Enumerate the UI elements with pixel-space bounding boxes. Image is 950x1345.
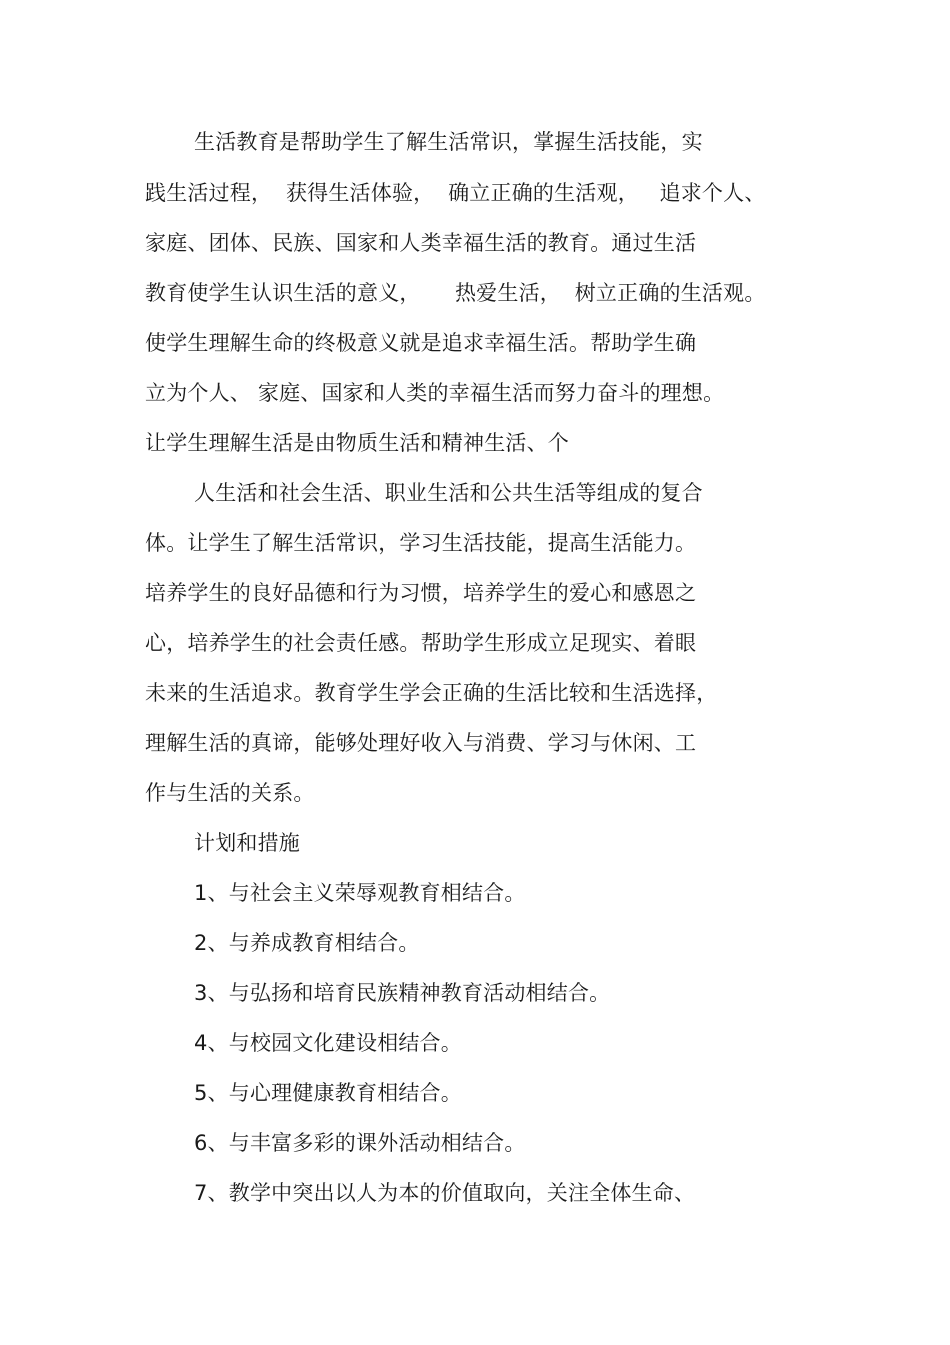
- paragraph-1-line-5: 使学生理解生命的终极意义就是追求幸福生活。帮助学生确: [145, 331, 697, 355]
- paragraph-2-line-1: 人生活和社会生活、职业生活和公共生活等组成的复合: [194, 481, 703, 505]
- paragraph-2-line-5: 未来的生活追求。教育学生学会正确的生活比较和生活选择，: [145, 681, 718, 705]
- paragraph-1-line-7: 让学生理解生活是由物质生活和精神生活、个: [145, 431, 569, 455]
- measure-item-2: 2、与养成教育相结合。: [194, 931, 420, 955]
- paragraph-1-line-6: 立为个人、 家庭、国家和人类的幸福生活而努力奋斗的理想。: [145, 381, 725, 405]
- paragraph-2-line-7: 作与生活的关系。: [145, 781, 315, 805]
- paragraph-1-line-2: 践生活过程， 获得生活体验， 确立正确的生活观， 追求个人、: [145, 181, 766, 205]
- paragraph-2-line-6: 理解生活的真谛，能够处理好收入与消费、学习与休闲、工: [145, 731, 697, 755]
- paragraph-2-line-2: 体。让学生了解生活常识，学习生活技能，提高生活能力。: [145, 531, 697, 555]
- paragraph-2-line-4: 心，培养学生的社会责任感。帮助学生形成立足现实、着眼: [145, 631, 697, 655]
- section-heading: 计划和措施: [194, 831, 300, 855]
- measure-item-3: 3、与弘扬和培育民族精神教育活动相结合。: [194, 981, 611, 1005]
- measure-item-6: 6、与丰富多彩的课外活动相结合。: [194, 1131, 526, 1155]
- paragraph-1-line-4: 教育使学生认识生活的意义， 热爱生活， 树立正确的生活观。: [145, 281, 766, 305]
- measure-item-7: 7、教学中突出以人为本的价值取向，关注全体生命、: [194, 1181, 696, 1205]
- paragraph-2-line-3: 培养学生的良好品德和行为习惯，培养学生的爱心和感恩之: [145, 581, 697, 605]
- paragraph-1-line-1: 生活教育是帮助学生了解生活常识，掌握生活技能，实: [194, 130, 703, 154]
- measure-item-4: 4、与校园文化建设相结合。: [194, 1031, 462, 1055]
- measure-item-5: 5、与心理健康教育相结合。: [194, 1081, 462, 1105]
- measure-item-1: 1、与社会主义荣辱观教育相结合。: [194, 881, 526, 905]
- paragraph-1-line-3: 家庭、团体、民族、国家和人类幸福生活的教育。通过生活: [145, 231, 697, 255]
